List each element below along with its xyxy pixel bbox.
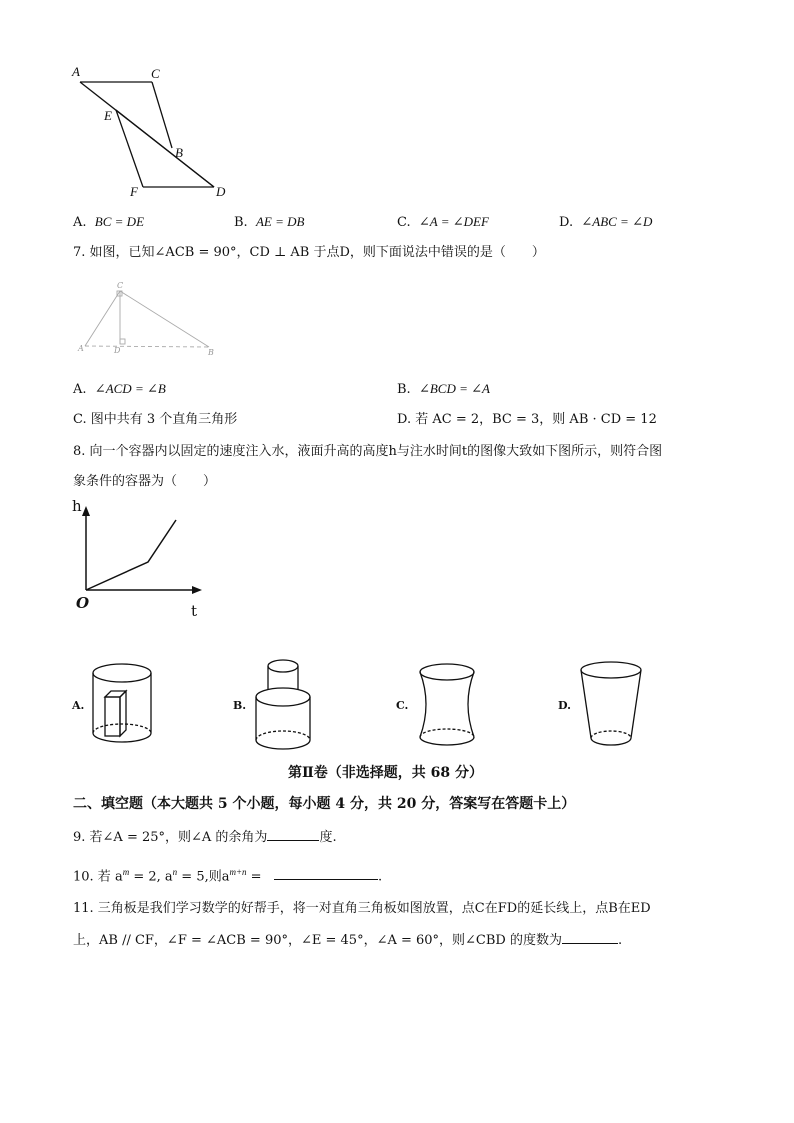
q11-line1: 11. 三角板是我们学习数学的好帮手，将一对直角三角板如图放置，点C在FD的延长线上，点B在ED	[73, 901, 651, 916]
fig6-label-E: E	[104, 108, 112, 123]
section2-title: 第Ⅱ卷（非选择题，共 68 分）	[288, 765, 484, 781]
q7-option-b[interactable]: B. ∠BCD = ∠A	[397, 381, 490, 397]
q8-origin-label: O	[76, 594, 90, 612]
container-c-icon[interactable]	[420, 664, 474, 745]
q8-y-label: h	[72, 497, 82, 515]
q8-option-a-label[interactable]: A.	[72, 699, 85, 712]
container-a-icon[interactable]	[93, 664, 151, 742]
container-d-icon[interactable]	[581, 662, 641, 745]
q6-option-b[interactable]: B. AE = DB	[234, 214, 305, 230]
q9: 9. 若∠A = 25°，则∠A 的余角为 度.	[73, 830, 337, 845]
q7-option-d[interactable]: D. 若 AC = 2，BC = 3，则 AB · CD = 12	[397, 412, 657, 427]
fig6-label-D: D	[216, 184, 226, 199]
q8-stem-line1: 8. 向一个容器内以固定的速度注入水，液面升高的高度h与注水时间t的图像大致如下图所示，则符合图	[73, 444, 663, 459]
q7-option-a[interactable]: A. ∠ACD = ∠B	[73, 381, 166, 397]
fig6-label-C: C	[151, 66, 160, 81]
q10: 10. 若 $a^m = 2$, $a^n = 5$,则$a^{m+n}$ = .	[73, 867, 383, 885]
q8-stem-line2: 象条件的容器为（ ）	[73, 474, 217, 489]
q8-option-b-label[interactable]: B.	[233, 699, 247, 712]
q11-line2: 上，AB // CF，∠F = ∠ACB = 90°，∠E = 45°，∠A = 60°，则∠CBD 的度数为 .	[73, 933, 623, 948]
q9-answer-blank[interactable]	[267, 828, 319, 841]
q8-option-d-label[interactable]: D.	[558, 699, 571, 712]
fig7-label-C: C	[117, 281, 124, 290]
q6-option-d[interactable]: D. ∠ABC = ∠D	[559, 214, 653, 230]
container-b-icon[interactable]	[256, 660, 310, 749]
fig7-label-D: D	[114, 346, 121, 355]
q6-option-c[interactable]: C. ∠A = ∠DEF	[397, 214, 489, 230]
fig7-label-B: B	[208, 348, 214, 357]
section2-heading: 二、填空题（本大题共 5 个小题，每小题 4 分，共 20 分，答案写在答题卡上）	[73, 796, 576, 812]
q10-answer-blank[interactable]	[274, 867, 378, 880]
q7-option-c[interactable]: C. 图中共有 3 个直角三角形	[73, 412, 238, 427]
q7-stem: 7. 如图，已知∠ACB = 90°，CD ⊥ AB 于点D，则下面说法中错误的是（ ）	[73, 245, 545, 260]
q6-option-a[interactable]: A. BC = DE	[73, 214, 145, 230]
q8-x-label: t	[191, 602, 198, 620]
q8-option-c-label[interactable]: C.	[396, 699, 409, 712]
fig6-label-F: F	[130, 184, 138, 199]
fig6-label-A: A	[72, 64, 80, 79]
q11-answer-blank[interactable]	[562, 931, 618, 944]
fig7-label-A: A	[78, 344, 84, 353]
fig6-label-B: B	[175, 145, 183, 160]
